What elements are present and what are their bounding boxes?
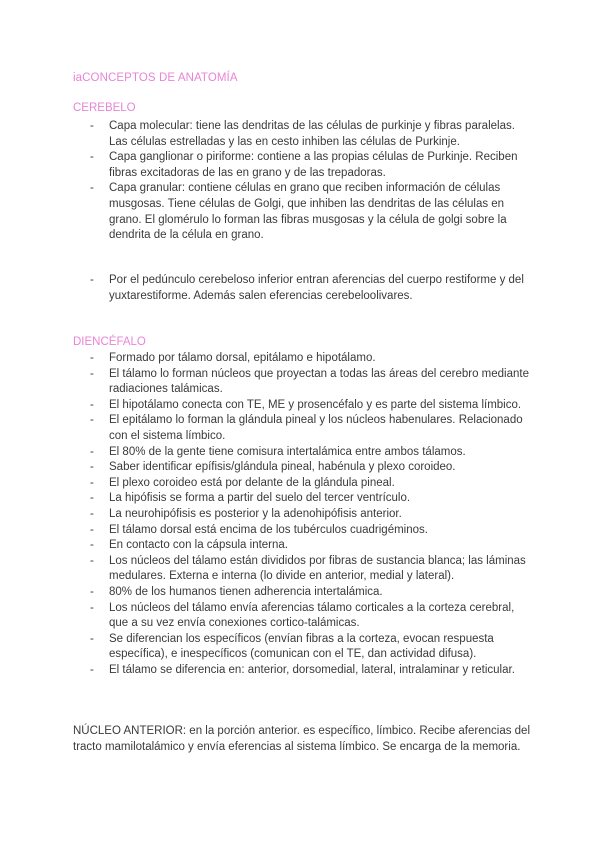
list-item xyxy=(0,632,600,663)
bullet-dash: - xyxy=(90,585,94,598)
list-item xyxy=(0,538,600,554)
list-item xyxy=(0,601,600,632)
bullet-dash: - xyxy=(90,476,94,489)
list-item-text: Los núcleos del tálamo envía aferencias tálamo corticales a la corteza cerebral, que a su vez envía conexiones cortico-talámicas. xyxy=(109,601,515,630)
list-item xyxy=(0,367,600,398)
list-item xyxy=(0,150,600,181)
list-item xyxy=(0,413,600,444)
bullet-dash: - xyxy=(90,523,94,536)
list-item-text: El plexo coroideo está por delante de la glándula pineal. xyxy=(109,476,395,489)
bullet-dash: - xyxy=(90,367,94,380)
diencefalo-bullet-list xyxy=(0,351,600,678)
list-item-text: Se diferencian los específicos (envían fibras a la corteza, evocan respuesta específica), e inespecíficos (comunican con el TE, dan actividad difusa). xyxy=(109,632,494,661)
list-item-text: La neurohipófisis es posterior y la adenohipófisis anterior. xyxy=(109,507,402,520)
bullet-dash: - xyxy=(90,461,94,474)
bullet-dash: - xyxy=(90,663,94,676)
bullet-dash: - xyxy=(90,274,94,286)
list-item xyxy=(0,273,600,304)
list-item xyxy=(0,663,600,679)
bullet-dash: - xyxy=(90,492,94,505)
list-item-text: En contacto con la cápsula interna. xyxy=(109,539,289,552)
list-item-text: La hipófisis se forma a partir del suelo del tercer ventrículo. xyxy=(109,492,411,505)
bullet-dash: - xyxy=(90,151,94,164)
list-item-text: Capa molecular: tiene las dendritas de las células de purkinje y fibras paralelas. Las células estrelladas y las en cesto inhiben las células de Purkinje. xyxy=(109,120,515,148)
list-item xyxy=(0,554,600,585)
list-item-text: Por el pedúnculo cerebeloso inferior entran aferencias del cuerpo restiforme y del yuxtarestiforme. Además salen eferencias cerebeloolivares. xyxy=(109,274,524,302)
list-item-text: El tálamo dorsal está encima de los tubérculos cuadrigéminos. xyxy=(109,523,428,536)
list-item xyxy=(0,491,600,507)
list-item xyxy=(0,351,600,367)
list-item xyxy=(0,181,600,243)
list-item-text: El tálamo lo forman núcleos que proyectan a todas las áreas del cerebro mediante radiaciones talámicas. xyxy=(109,367,529,396)
bullet-dash: - xyxy=(90,539,94,552)
cerebelo-bullet-list xyxy=(0,119,600,244)
list-item xyxy=(0,507,600,523)
list-item xyxy=(0,445,600,461)
nucleo-anterior-paragraph: NÚCLEO ANTERIOR: en la porción anterior. es específico, límbico. Recibe aferencias del tracto mamilotalámico y envía eferencias al sistema límbico. Se encarga de la memoria. xyxy=(73,725,531,753)
section-heading-diencefalo: DIENCÉFALO xyxy=(73,336,146,348)
bullet-dash: - xyxy=(90,632,94,645)
bullet-dash: - xyxy=(90,554,94,567)
list-item xyxy=(0,523,600,539)
list-item xyxy=(0,398,600,414)
bullet-dash: - xyxy=(90,398,94,411)
bullet-dash: - xyxy=(90,445,94,458)
list-item-text: Capa granular: contiene células en grano que reciben información de células musgosas. Tiene células de Golgi, que inhiben las dendritas de las células en grano. El glomérulo lo forman las fibras musgosas y la célula de golgi sobre la dendrita de la célula en grano. xyxy=(109,182,507,242)
list-item-text: El 80% de la gente tiene comisura intertalámica entre ambos tálamos. xyxy=(109,445,466,458)
list-item-text: Formado por tálamo dorsal, epitálamo e hipotálamo. xyxy=(109,352,376,364)
list-item xyxy=(0,460,600,476)
bullet-dash: - xyxy=(90,182,94,195)
list-item xyxy=(0,476,600,492)
list-item xyxy=(0,585,600,601)
list-item-text: El epitálamo lo forman la glándula pineal y los núcleos habenulares. Relacionado con el sistema límbico. xyxy=(109,414,523,442)
bullet-dash: - xyxy=(90,352,94,364)
list-item-text: Saber identificar epífisis/glándula pineal, habénula y plexo coroideo. xyxy=(109,461,456,474)
cerebelo-extra-list xyxy=(0,273,600,304)
list-item-text: El hipotálamo conecta con TE, ME y prosencéfalo y es parte del sistema límbico. xyxy=(109,398,522,411)
list-item-text: Capa ganglionar o piriforme: contiene a las propias células de Purkinje. Reciben fibras excitadoras de las en grano y de las trepadoras. xyxy=(109,151,518,179)
list-item-text: Los núcleos del tálamo están divididos por fibras de sustancia blanca; las láminas medulares. Externa e interna (lo divide en anterior, medial y lateral). xyxy=(109,554,526,583)
document-title: iaCONCEPTOS DE ANATOMÍA xyxy=(73,72,238,84)
list-item-text: El tálamo se diferencia en: anterior, dorsomedial, lateral, intralaminar y reticular. xyxy=(109,663,515,676)
bullet-dash: - xyxy=(90,601,94,614)
bullet-dash: - xyxy=(90,414,94,427)
list-item xyxy=(0,119,600,150)
bullet-dash: - xyxy=(90,120,94,132)
section-heading-cerebelo: CEREBELO xyxy=(73,102,136,114)
list-item-text: 80% de los humanos tienen adherencia intertalámica. xyxy=(109,585,383,598)
bullet-dash: - xyxy=(90,507,94,520)
